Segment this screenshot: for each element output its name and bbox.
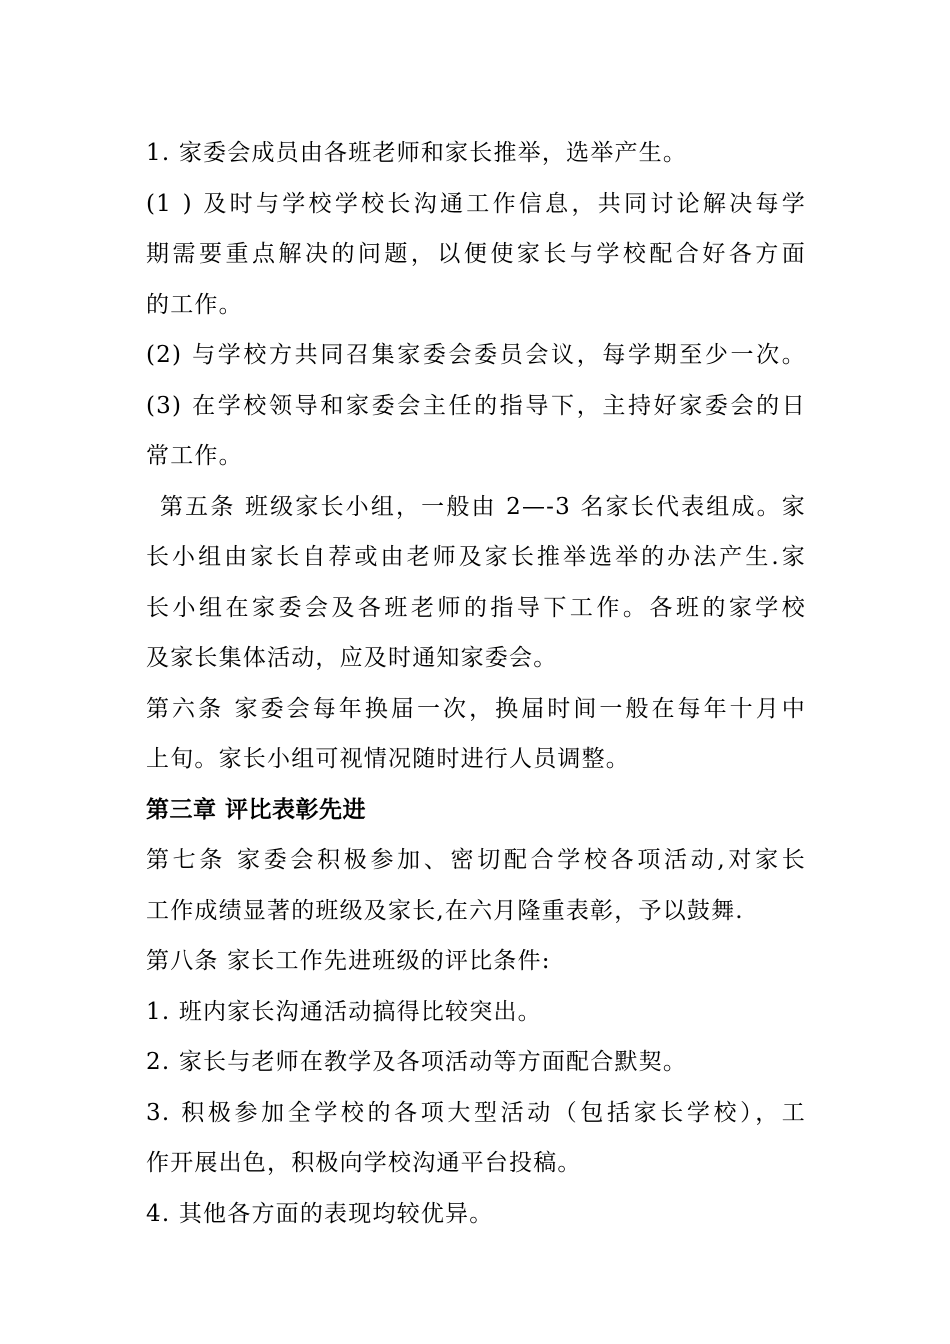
text-line: 长小组由家长自荐或由老师及家长推举选举的办法产生.家 [146, 544, 806, 570]
text-line: 2. 家长与老师在教学及各项活动等方面配合默契。 [146, 1049, 688, 1075]
text-line: 常工作。 [146, 443, 243, 469]
text-line: 第六条 家委会每年换届一次，换届时间一般在每年十月中 [146, 695, 806, 722]
text-line: 第五条 班级家长小组，一般由 2—-3 名家长代表组成。家 [160, 493, 806, 520]
text-line: 4. 其他各方面的表现均较优异。 [146, 1200, 494, 1227]
text-line: 上旬。家长小组可视情况随时进行人员调整。 [146, 746, 630, 772]
chapter-heading: 第三章 评比表彰先进 [146, 796, 367, 823]
text-line: 期需要重点解决的问题，以便使家长与学校配合好各方面 [146, 241, 806, 267]
text-line: 3. 积极参加全学校的各项大型活动（包括家长学校），工 [146, 1099, 806, 1126]
text-line: 1. 班内家长沟通活动搞得比较突出。 [146, 998, 542, 1025]
text-line: (3) 在学校领导和家委会主任的指导下，主持好家委会的日 [146, 392, 806, 419]
text-line: 第七条 家委会积极参加、密切配合学校各项活动,对家长 [146, 847, 806, 873]
text-line: (1 ) 及时与学校学校长沟通工作信息，共同讨论解决每学 [146, 190, 806, 217]
text-line: 第八条 家长工作先进班级的评比条件: [146, 948, 551, 974]
text-line: 及家长集体活动，应及时通知家委会。 [146, 645, 558, 671]
text-line: 作开展出色，积极向学校沟通平台投稿。 [146, 1150, 582, 1176]
text-line: 的工作。 [146, 291, 243, 318]
text-line: 1. 家委会成员由各班老师和家长推举，选举产生。 [146, 140, 688, 166]
document-page [146, 128, 806, 1239]
text-line: (2) 与学校方共同召集家委会委员会议，每学期至少一次。 [146, 342, 806, 368]
text-line: 长小组在家委会及各班老师的指导下工作。各班的家学校 [146, 594, 806, 621]
text-line: 工作成绩显著的班级及家长,在六月隆重表彰，予以鼓舞. [146, 897, 744, 924]
